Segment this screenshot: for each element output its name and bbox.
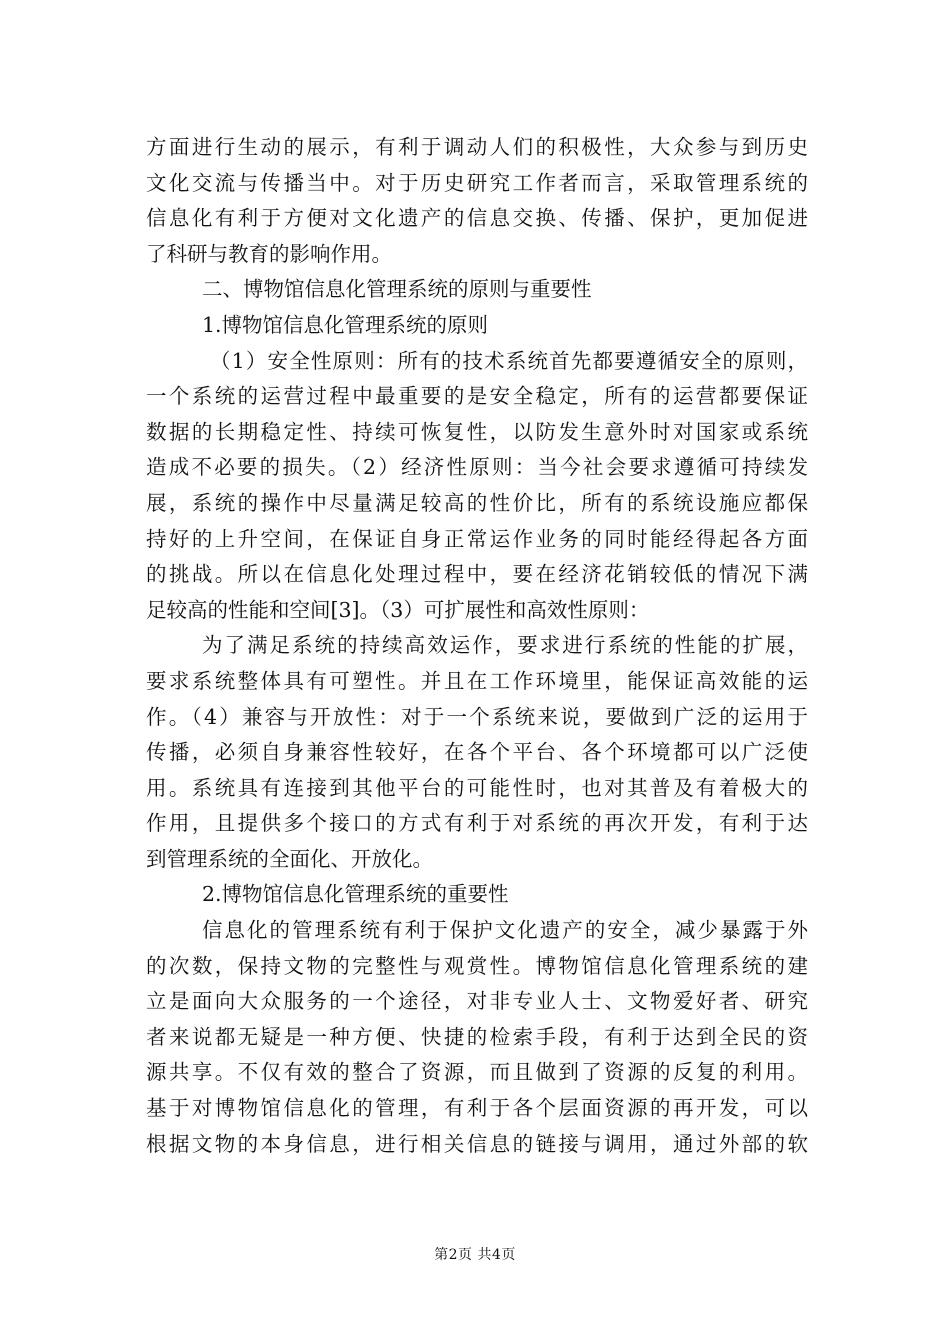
body-text-line: 信息化的管理系统有利于保护文化遗产的安全，减少暴露于外 xyxy=(202,918,808,943)
body-text-line: 方面进行生动的展示，有利于调动人们的积极性，大众参与到历史 xyxy=(146,135,808,159)
body-text-line: 作用，且提供多个接口的方式有利于对系统的再次开发，有利于达 xyxy=(146,811,808,836)
body-text-line: 数据的长期稳定性、持续可恢复性，以防发生意外时对国家或系统 xyxy=(146,419,808,444)
body-text-line: 一个系统的运营过程中最重要的是安全稳定，所有的运营都要保证 xyxy=(146,384,808,409)
document-body xyxy=(146,130,808,1162)
body-text-line: 用。系统具有连接到其他平台的可能性时，也对其普及有着极大的 xyxy=(146,775,808,800)
body-text-line: 传播，必须自身兼容性较好，在各个平台、各个环境都可以广泛使 xyxy=(146,740,808,765)
body-text-line: 信息化有利于方便对文化遗产的信息交换、传播、保护，更加促进 xyxy=(146,206,808,231)
body-text-line: 者来说都无疑是一种方便、快捷的检索手段，有利于达到全民的资 xyxy=(146,1024,808,1049)
body-text-line: （1）安全性原则：所有的技术系统首先都要遵循安全的原则， xyxy=(210,348,808,373)
section-heading: 二、博物馆信息化管理系统的原则与重要性 xyxy=(202,277,592,302)
body-text-line: 到管理系统的全面化、开放化。 xyxy=(146,846,433,871)
body-text-line: 源共享。不仅有效的整合了资源，而且做到了资源的反复的利用。 xyxy=(146,1060,808,1085)
body-text-line: 展，系统的操作中尽量满足较高的性价比，所有的系统设施应都保 xyxy=(146,490,808,515)
body-text-line: 为了满足系统的持续高效运作，要求进行系统的性能的扩展， xyxy=(202,633,808,658)
body-text-line: 足较高的性能和空间[3]。（3）可扩展性和高效性原则： xyxy=(146,597,650,622)
body-text-line: 基于对博物馆信息化的管理，有利于各个层面资源的再开发，可以 xyxy=(146,1096,808,1121)
body-text-line: 文化交流与传播当中。对于历史研究工作者而言，采取管理系统的 xyxy=(146,170,808,195)
body-text-line: 根据文物的本身信息，进行相关信息的链接与调用，通过外部的软 xyxy=(146,1131,808,1156)
subsection-heading: 1.博物馆信息化管理系统的原则 xyxy=(202,312,489,337)
body-text-line: 立是面向大众服务的一个途径，对非专业人士、文物爱好者、研究 xyxy=(146,989,808,1014)
body-text-line: 了科研与教育的影响作用。 xyxy=(146,241,392,266)
body-text-line: 要求系统整体具有可塑性。并且在工作环境里，能保证高效能的运 xyxy=(146,668,808,693)
subsection-heading: 2.博物馆信息化管理系统的重要性 xyxy=(202,882,509,907)
body-text-line: 的次数，保持文物的完整性与观赏性。博物馆信息化管理系统的建 xyxy=(146,953,808,978)
body-text-line: 持好的上升空间，在保证自身正常运作业务的同时能经得起各方面 xyxy=(146,526,808,551)
page-number-footer: 第2页 共4页 xyxy=(434,1247,516,1263)
body-text-line: 造成不必要的损失。（2）经济性原则：当今社会要求遵循可持续发 xyxy=(146,455,808,480)
body-text-line: 的挑战。所以在信息化处理过程中，要在经济花销较低的情况下满 xyxy=(146,562,808,587)
body-text-line: 作。（4）兼容与开放性：对于一个系统来说，要做到广泛的运用于 xyxy=(146,704,808,729)
